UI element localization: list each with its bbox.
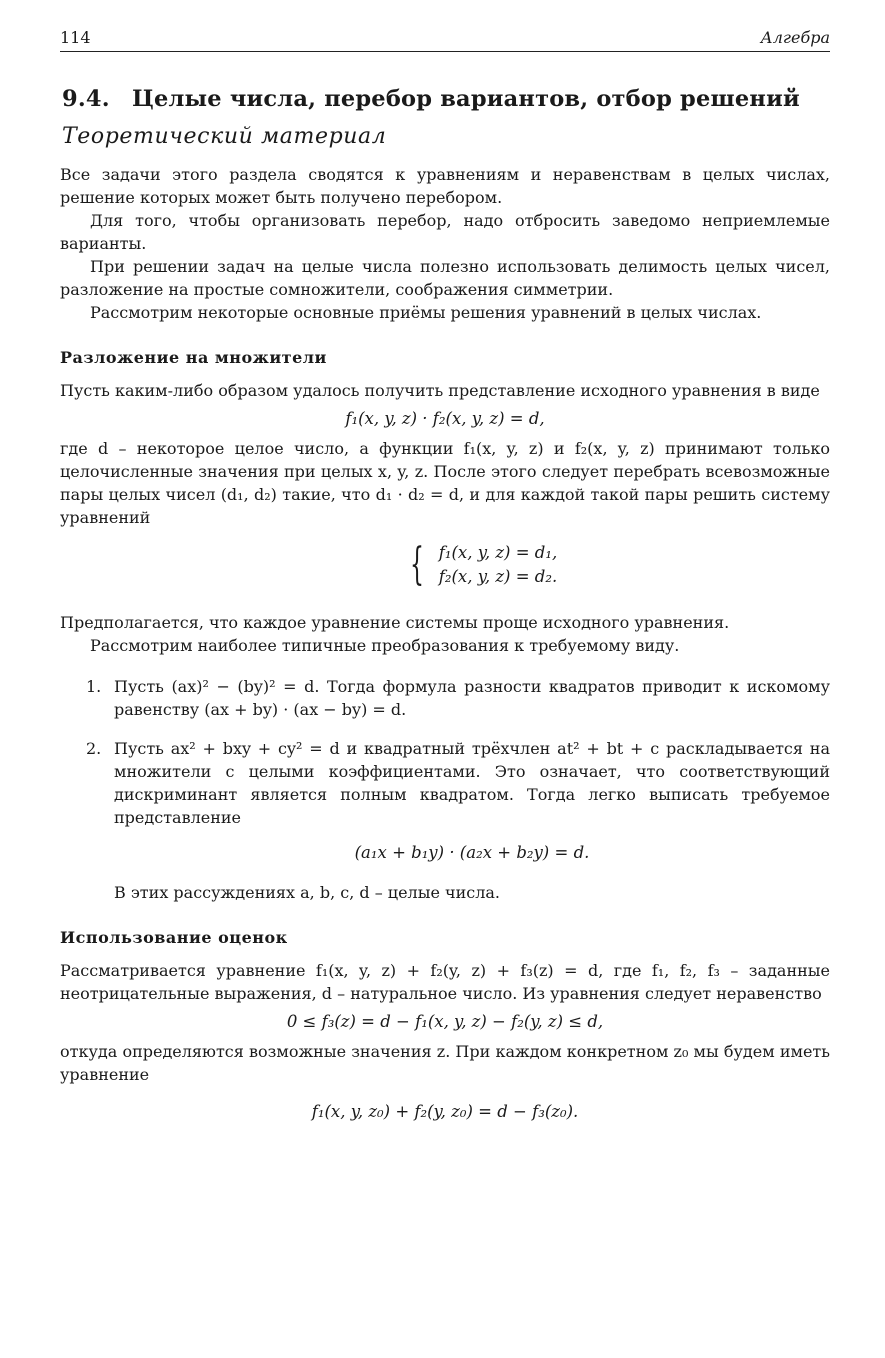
system-line-1: f₁(x, y, z) = d₁, — [438, 543, 558, 562]
estimates-paragraph-2: откуда определяются возможные значения z. При каждом конкретном z₀ мы будем иметь уравнение — [60, 1042, 830, 1084]
list-item — [60, 675, 830, 721]
section-number: 9.4. — [62, 86, 110, 112]
list-item-text: Пусть ax² + bxy + cy² = d и квадратный трёхчлен at² + bt + c раскладывается на множители с целыми коэффициентами. Это означает, что соответствующий дискриминант является полным квадратом. Тогда легко выписать требуемое представление — [114, 739, 830, 827]
list-item — [60, 737, 830, 865]
page-number: 114 — [60, 28, 91, 47]
intro-paragraph-3: При решении задач на целые числа полезно использовать делимость целых чисел, разложение на простые сомножители, соображения симметрии. — [60, 257, 830, 299]
factorization-paragraph-2: где d – некоторое целое число, а функции f₁(x, y, z) и f₂(x, y, z) принимают только целочисленные значения при целых x, y, z. После этого следует перебрать всевозможные пары целых чисел (d₁, d₂) такие, что d₁ · d₂ = d, и для каждой такой пары решить систему уравнений — [60, 439, 830, 527]
factorization-formula: f₁(x, y, z) · f₂(x, y, z) = d, — [345, 409, 545, 428]
chapter-title: Алгебра — [760, 28, 830, 47]
factorization-paragraph-3: Предполагается, что каждое уравнение системы проще исходного уравнения. — [60, 613, 730, 632]
theory-heading: Теоретический материал — [62, 124, 387, 149]
intro-paragraph-4: Рассмотрим некоторые основные приёмы решения уравнений в целых числах. — [90, 303, 762, 322]
list-marker: 1. — [86, 677, 102, 696]
list-marker: 2. — [86, 739, 102, 758]
estimates-paragraph-1: Рассматривается уравнение f₁(x, y, z) + f₂(y, z) + f₃(z) = d, где f₁, f₂, f₃ – заданные неотрицательные выражения, d – натуральное число. Из уравнения следует неравенство — [60, 961, 830, 1003]
factorization-heading: Разложение на множители — [60, 348, 327, 367]
intro-paragraph-2: Для того, чтобы организовать перебор, надо отбросить заведомо неприемлемые варианты. — [60, 211, 830, 253]
factorization-paragraph-4: Рассмотрим наиболее типичные преобразования к требуемому виду. — [90, 636, 680, 655]
transformations-list — [60, 675, 830, 865]
intro-paragraph-1: Все задачи этого раздела сводятся к уравнениям и неравенствам в целых числах, решение которых может быть получено перебором. — [60, 165, 830, 207]
page — [60, 28, 830, 1130]
after-list-note: В этих рассуждениях a, b, c, d – целые числа. — [114, 883, 500, 902]
list-item-formula: (a₁x + b₁y) · (a₂x + b₂y) = d. — [354, 843, 590, 862]
estimates-heading: Использование оценок — [60, 928, 288, 947]
section-title-text: Целые числа, перебор вариантов, отбор решений — [132, 86, 800, 112]
estimates-formula-1: 0 ≤ f₃(z) = d − f₁(x, y, z) − f₂(y, z) ≤ d, — [286, 1012, 604, 1031]
factorization-paragraph-1: Пусть каким-либо образом удалось получить представление исходного уравнения в виде — [60, 381, 820, 400]
system-brace: { — [409, 539, 424, 590]
equation-system — [130, 541, 830, 589]
estimates-formula-2: f₁(x, y, z₀) + f₂(y, z₀) = d − f₃(z₀). — [311, 1102, 579, 1121]
section-title — [62, 86, 830, 112]
page-header — [60, 28, 830, 52]
list-item-text: Пусть (ax)² − (by)² = d. Тогда формула разности квадратов приводит к искомому равенству (ax + by) · (ax − by) = d. — [114, 677, 830, 719]
system-line-2: f₂(x, y, z) = d₂. — [438, 567, 558, 586]
